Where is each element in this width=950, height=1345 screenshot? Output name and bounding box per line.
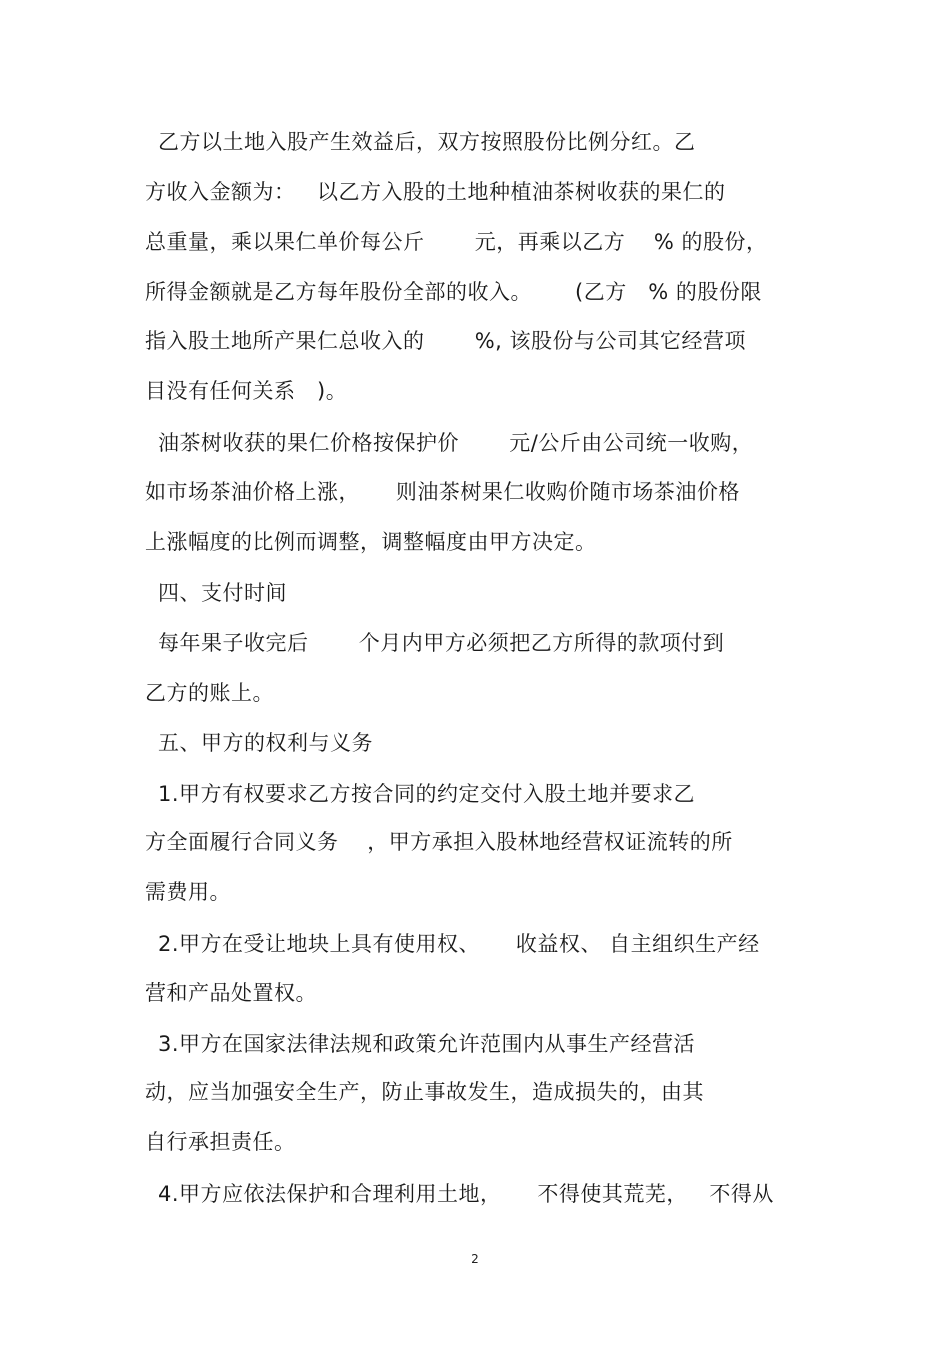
paragraph-line: 指入股土地所产果仁总收入的 %, 该股份与公司其它经营项 — [145, 329, 747, 353]
section-heading: 五、甲方的权利与义务 — [158, 731, 373, 755]
list-item-line: 动，应当加强安全生产，防止事故发生，造成损失的，由其 — [145, 1080, 704, 1104]
paragraph-line: 乙方以土地入股产生效益后，双方按照股份比例分红。乙 — [158, 130, 696, 154]
list-item-line: 4.甲方应依法保护和合理利用土地， 不得使其荒芜， 不得从 — [158, 1182, 774, 1206]
list-item-line: 自行承担责任。 — [145, 1130, 296, 1154]
list-item-line: 方全面履行合同义务 ，甲方承担入股林地经营权证流转的所 — [145, 830, 733, 854]
paragraph-line: 所得金额就是乙方每年股份全部的收入。 (乙方 % 的股份限 — [145, 280, 762, 304]
section-heading: 四、支付时间 — [158, 581, 287, 605]
paragraph-line: 上涨幅度的比例而调整，调整幅度由甲方决定。 — [145, 530, 597, 554]
page-number: 2 — [471, 1252, 479, 1266]
list-item-line: 3.甲方在国家法律法规和政策允许范围内从事生产经营活 — [158, 1032, 696, 1056]
paragraph-line: 油茶树收获的果仁价格按保护价 元/公斤由公司统一收购， — [158, 431, 754, 455]
paragraph-line: 总重量，乘以果仁单价每公斤 元，再乘以乙方 % 的股份， — [145, 230, 768, 254]
paragraph-line: 如市场茶油价格上涨， 则油茶树果仁收购价随市场茶油价格 — [145, 480, 740, 504]
list-item-line: 营和产品处置权。 — [145, 981, 317, 1005]
paragraph-line: 乙方的账上。 — [145, 681, 274, 705]
paragraph-line: 方收入金额为： 以乙方入股的土地种植油茶树收获的果仁的 — [145, 180, 726, 204]
paragraph-line: 每年果子收完后 个月内甲方必须把乙方所得的款项付到 — [158, 631, 725, 655]
paragraph-line: 目没有任何关系 )。 — [145, 379, 348, 403]
list-item-line: 1.甲方有权要求乙方按合同的约定交付入股土地并要求乙 — [158, 782, 696, 806]
list-item-line: 需费用。 — [145, 880, 231, 904]
list-item-line: 2.甲方在受让地块上具有使用权、 收益权、 自主组织生产经 — [158, 932, 760, 956]
